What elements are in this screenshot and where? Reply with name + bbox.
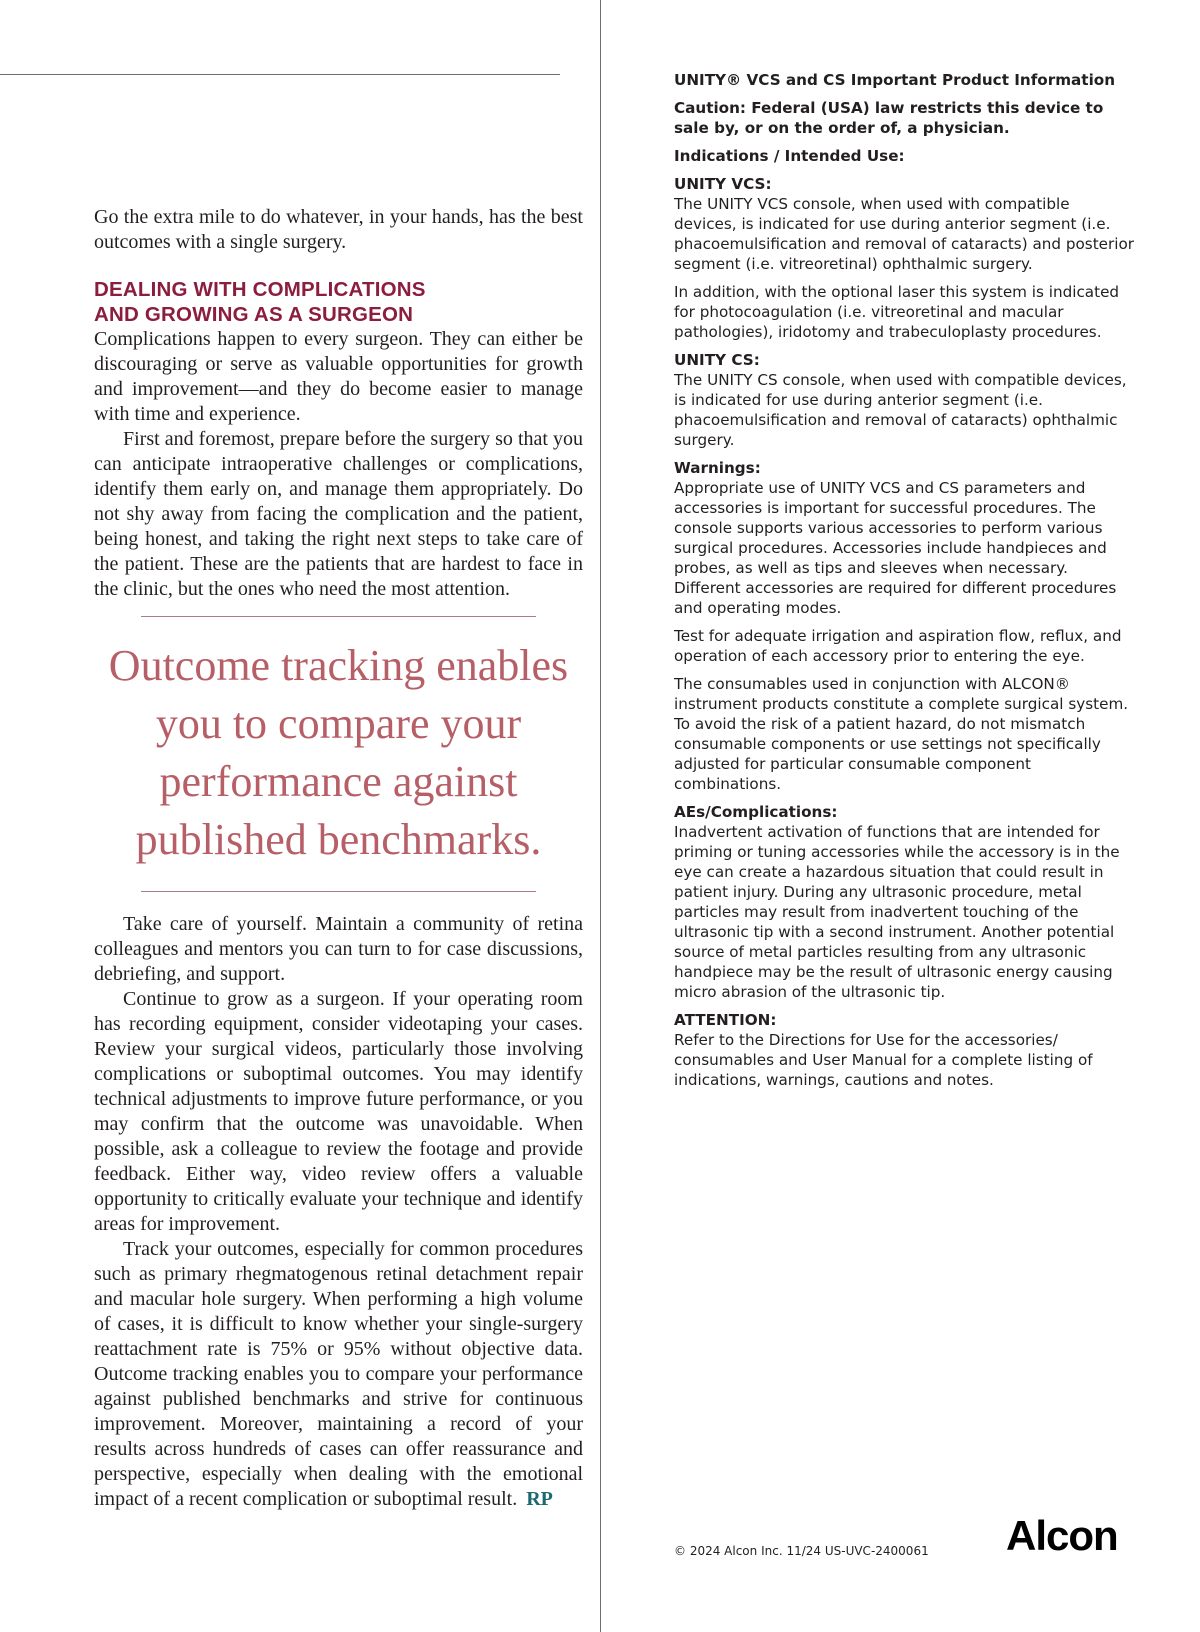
indications-heading: Indications / Intended Use: <box>674 147 905 165</box>
body-paragraph-text: Track your outcomes, especially for common procedures such as primary rhegmatogenous retinal detachment repair and macular hole surgery. When performing a high volume of cases, it is difficult to know whether your single-surgery reattachment rate is 75% or 95% without objective data. Outcome tracking enables you to compare your performance against published benchmarks and strive for continuous improvement. Moreover, maintaining a record of your results across hundreds of cases can offer reassurance and perspective, especially when dealing with the emotional impact of a recent complication or suboptimal result. <box>94 1238 583 1510</box>
attention-heading: ATTENTION: <box>674 1011 777 1029</box>
warnings-section <box>674 458 1134 618</box>
article-column <box>94 205 583 1512</box>
aes-heading: AEs/Complications: <box>674 803 838 821</box>
body-paragraph: Complications happen to every surgeon. They can either be discouraging or serve as valuable opportunities for growth and improvement—and they do become easier to manage with time and experience. <box>94 328 583 425</box>
cs-heading: UNITY CS: <box>674 351 760 369</box>
cs-section <box>674 350 1134 450</box>
column-divider <box>600 0 601 1632</box>
copyright-text: © 2024 Alcon Inc. 11/24 US-UVC-2400061 <box>674 1544 929 1558</box>
section-heading-line1: DEALING WITH COMPLICATIONS <box>94 278 426 301</box>
body-paragraph-last <box>94 1237 583 1512</box>
body-paragraph: Continue to grow as a surgeon. If your operating room has recording equipment, consider videotaping your cases. Review your surgical videos, particularly those involving complications or suboptimal outcomes. You may identify technical adjustments to improve future performance, or you may confirm that the outcome was unavoidable. When possible, ask a colleague to review the footage and provide feedback. Either way, video review offers a valuable opportunity to critically evaluate your technique and identify areas for improvement. <box>94 988 583 1235</box>
section-heading-line2: AND GROWING AS A SURGEON <box>94 303 414 326</box>
top-rule <box>0 74 560 75</box>
product-info-column <box>674 70 1134 1098</box>
attention-text: Refer to the Directions for Use for the accessories/ consumables and User Manual for a complete listing of indications, warnings, cautions and notes. <box>674 1031 1093 1089</box>
end-mark: RP <box>526 1488 553 1510</box>
pull-quote-rule-bottom <box>141 891 536 892</box>
caution-text: Caution: Federal (USA) law restricts this device to sale by, or on the order of, a physician. <box>674 99 1104 137</box>
cs-text: The UNITY CS console, when used with compatible devices, is indicated for use during anterior segment (i.e. phacoemulsification and removal of cataracts) ophthalmic surgery. <box>674 371 1127 449</box>
vcs-heading: UNITY VCS: <box>674 175 772 193</box>
section-heading <box>94 277 583 327</box>
vcs-section <box>674 174 1134 274</box>
aes-text: Inadvertent activation of functions that are intended for priming or tuning accessories while the accessory is in the eye can create a hazardous situation that could result in patient injury. During any ultrasonic procedure, metal particles may result from inadvertent touching of the ultrasonic tip with a second instrument. Another potential source of metal particles resulting from any ultrasonic handpiece may be the result of ultrasonic energy causing micro abrasion of the ultrasonic tip. <box>674 823 1120 1001</box>
pull-quote-block <box>94 616 583 892</box>
warnings-heading: Warnings: <box>674 459 761 477</box>
consumables-text: The consumables used in conjunction with ALCON® instrument products constitute a complete surgical system. To avoid the risk of a patient hazard, do not mismatch consumable components or use settings not specifically adjusted for particular consumable component combinations. <box>674 675 1129 793</box>
laser-text: In addition, with the optional laser this system is indicated for photocoagulation (i.e. vitreoretinal and macular pathologies), iridotomy and trabeculoplasty procedures. <box>674 283 1120 341</box>
body-paragraph: First and foremost, prepare before the surgery so that you can anticipate intraoperative challenges or complications, identify them early on, and manage them appropriately. Do not shy away from facing the complication and the patient, being honest, and taking the right next steps to take care of the patient. These are the patients that are hardest to face in the clinic, but the ones who need the most attention. <box>94 428 583 600</box>
warnings-text: Appropriate use of UNITY VCS and CS parameters and accessories is important for successful procedures. The console supports various accessories to perform various surgical procedures. Accessories include handpieces and probes, as well as tips and sleeves when necessary. Different accessories are required for different procedures and operating modes. <box>674 479 1117 617</box>
attention-section <box>674 1010 1134 1090</box>
intro-paragraph: Go the extra mile to do whatever, in your hands, has the best outcomes with a single surgery. <box>94 206 583 253</box>
pull-quote-rule-top <box>141 616 536 617</box>
body-paragraph: Take care of yourself. Maintain a community of retina colleagues and mentors you can turn to for case discussions, debriefing, and support. <box>94 913 583 985</box>
product-info-title: UNITY® VCS and CS Important Product Information <box>674 71 1116 89</box>
vcs-text: The UNITY VCS console, when used with compatible devices, is indicated for use during anterior segment (i.e. phacoemulsification and removal of cataracts) and posterior segment (i.e. vitreoretinal) ophthalmic surgery. <box>674 195 1135 273</box>
aes-section <box>674 802 1134 1002</box>
alcon-logo: Alcon <box>1006 1512 1118 1559</box>
pull-quote: Outcome tracking enables you to compare your performance against published benchmarks. <box>108 641 569 864</box>
test-text: Test for adequate irrigation and aspiration flow, reflux, and operation of each accessory prior to entering the eye. <box>674 627 1122 665</box>
